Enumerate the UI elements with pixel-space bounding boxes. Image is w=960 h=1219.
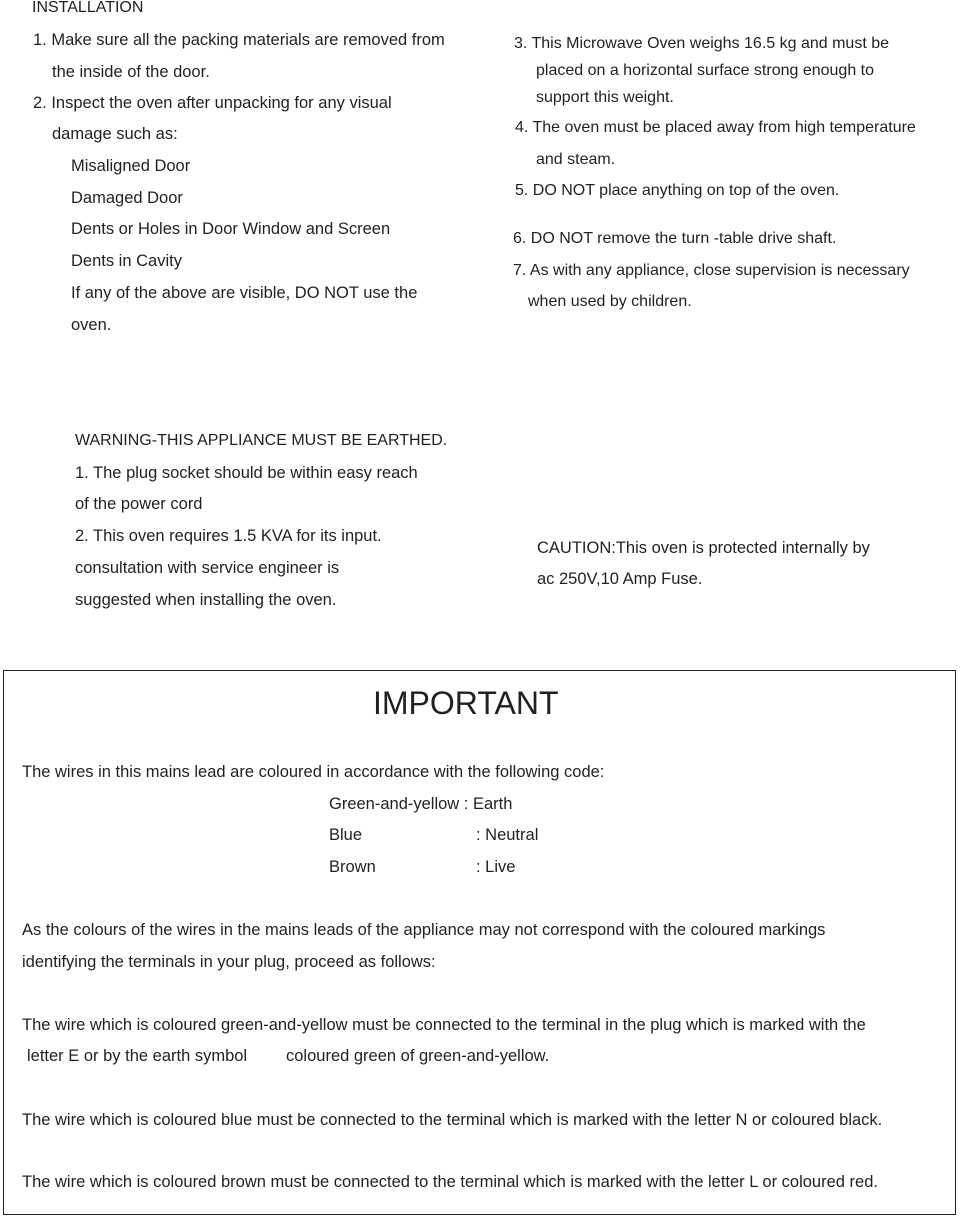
- caution-line-2: ac 250V,10 Amp Fuse.: [537, 570, 703, 588]
- wire-code-brown-value: : Live: [476, 858, 516, 876]
- important-paragraph-1-line-2: identifying the terminals in your plug, proceed as follows:: [22, 953, 436, 971]
- installation-item-2-line-1: 2. Inspect the oven after unpacking for any visual: [33, 94, 392, 112]
- warning-heading: WARNING-THIS APPLIANCE MUST BE EARTHED.: [75, 432, 448, 449]
- important-paragraph-1-line-1: As the colours of the wires in the mains leads of the appliance may not correspond with the coloured markings: [22, 921, 826, 939]
- installation-item-4-line-2: and steam.: [536, 151, 616, 168]
- installation-item-3-line-1: 3. This Microwave Oven weighs 16.5 kg and must be: [514, 35, 889, 52]
- important-paragraph-4: The wire which is coloured brown must be connected to the terminal which is marked with the letter L or coloured red.: [22, 1173, 878, 1191]
- warning-line-4: consultation with service engineer is: [75, 559, 340, 577]
- warning-line-5: suggested when installing the oven.: [75, 591, 337, 609]
- warning-line-2: of the power cord: [75, 495, 203, 513]
- important-paragraph-3: The wire which is coloured blue must be connected to the terminal which is marked with the letter N or coloured black.: [22, 1111, 883, 1129]
- wire-code-brown-name: Brown: [329, 858, 376, 876]
- damage-item-dents-cavity: Dents in Cavity: [71, 252, 182, 270]
- damage-item-dents-holes: Dents or Holes in Door Window and Screen: [71, 220, 391, 238]
- damage-item-damaged-door: Damaged Door: [71, 189, 183, 207]
- installation-item-7-line-2: when used by children.: [528, 293, 692, 310]
- installation-heading: INSTALLATION: [32, 0, 144, 16]
- caution-line-1: CAUTION:This oven is protected internally by: [537, 539, 870, 557]
- damage-note-line-2: oven.: [71, 316, 112, 334]
- damage-item-misaligned-door: Misaligned Door: [71, 157, 191, 175]
- installation-item-4-line-1: 4. The oven must be placed away from high temperature: [515, 119, 916, 136]
- important-paragraph-2-line-1: The wire which is coloured green-and-yellow must be connected to the terminal in the plug which is marked with the: [22, 1016, 866, 1034]
- installation-item-1-line-2: the inside of the door.: [52, 63, 210, 81]
- wire-code-blue-value: : Neutral: [476, 826, 539, 844]
- installation-item-2-line-2: damage such as:: [52, 125, 178, 143]
- warning-line-1: 1. The plug socket should be within easy reach: [75, 464, 418, 482]
- warning-line-3: 2. This oven requires 1.5 KVA for its input.: [75, 527, 382, 545]
- important-box: [3, 670, 956, 1215]
- damage-note-line-1: If any of the above are visible, DO NOT use the: [71, 284, 418, 302]
- wire-code-earth: Green-and-yellow : Earth: [329, 795, 513, 813]
- installation-item-1-line-1: 1. Make sure all the packing materials are removed from: [33, 31, 445, 49]
- important-paragraph-2-line-2a: letter E or by the earth symbol: [27, 1047, 248, 1065]
- important-paragraph-2-line-2b: coloured green of green-and-yellow.: [286, 1047, 550, 1065]
- installation-item-5: 5. DO NOT place anything on top of the oven.: [515, 182, 840, 199]
- wire-code-blue-name: Blue: [329, 826, 363, 844]
- installation-item-3-line-3: support this weight.: [536, 89, 674, 106]
- installation-item-3-line-2: placed on a horizontal surface strong enough to: [536, 62, 875, 79]
- important-title: IMPORTANT: [373, 685, 559, 721]
- installation-item-7-line-1: 7. As with any appliance, close supervision is necessary: [513, 262, 910, 279]
- installation-item-6: 6. DO NOT remove the turn -table drive shaft.: [513, 230, 837, 247]
- wire-code-intro: The wires in this mains lead are coloured in accordance with the following code:: [22, 763, 605, 781]
